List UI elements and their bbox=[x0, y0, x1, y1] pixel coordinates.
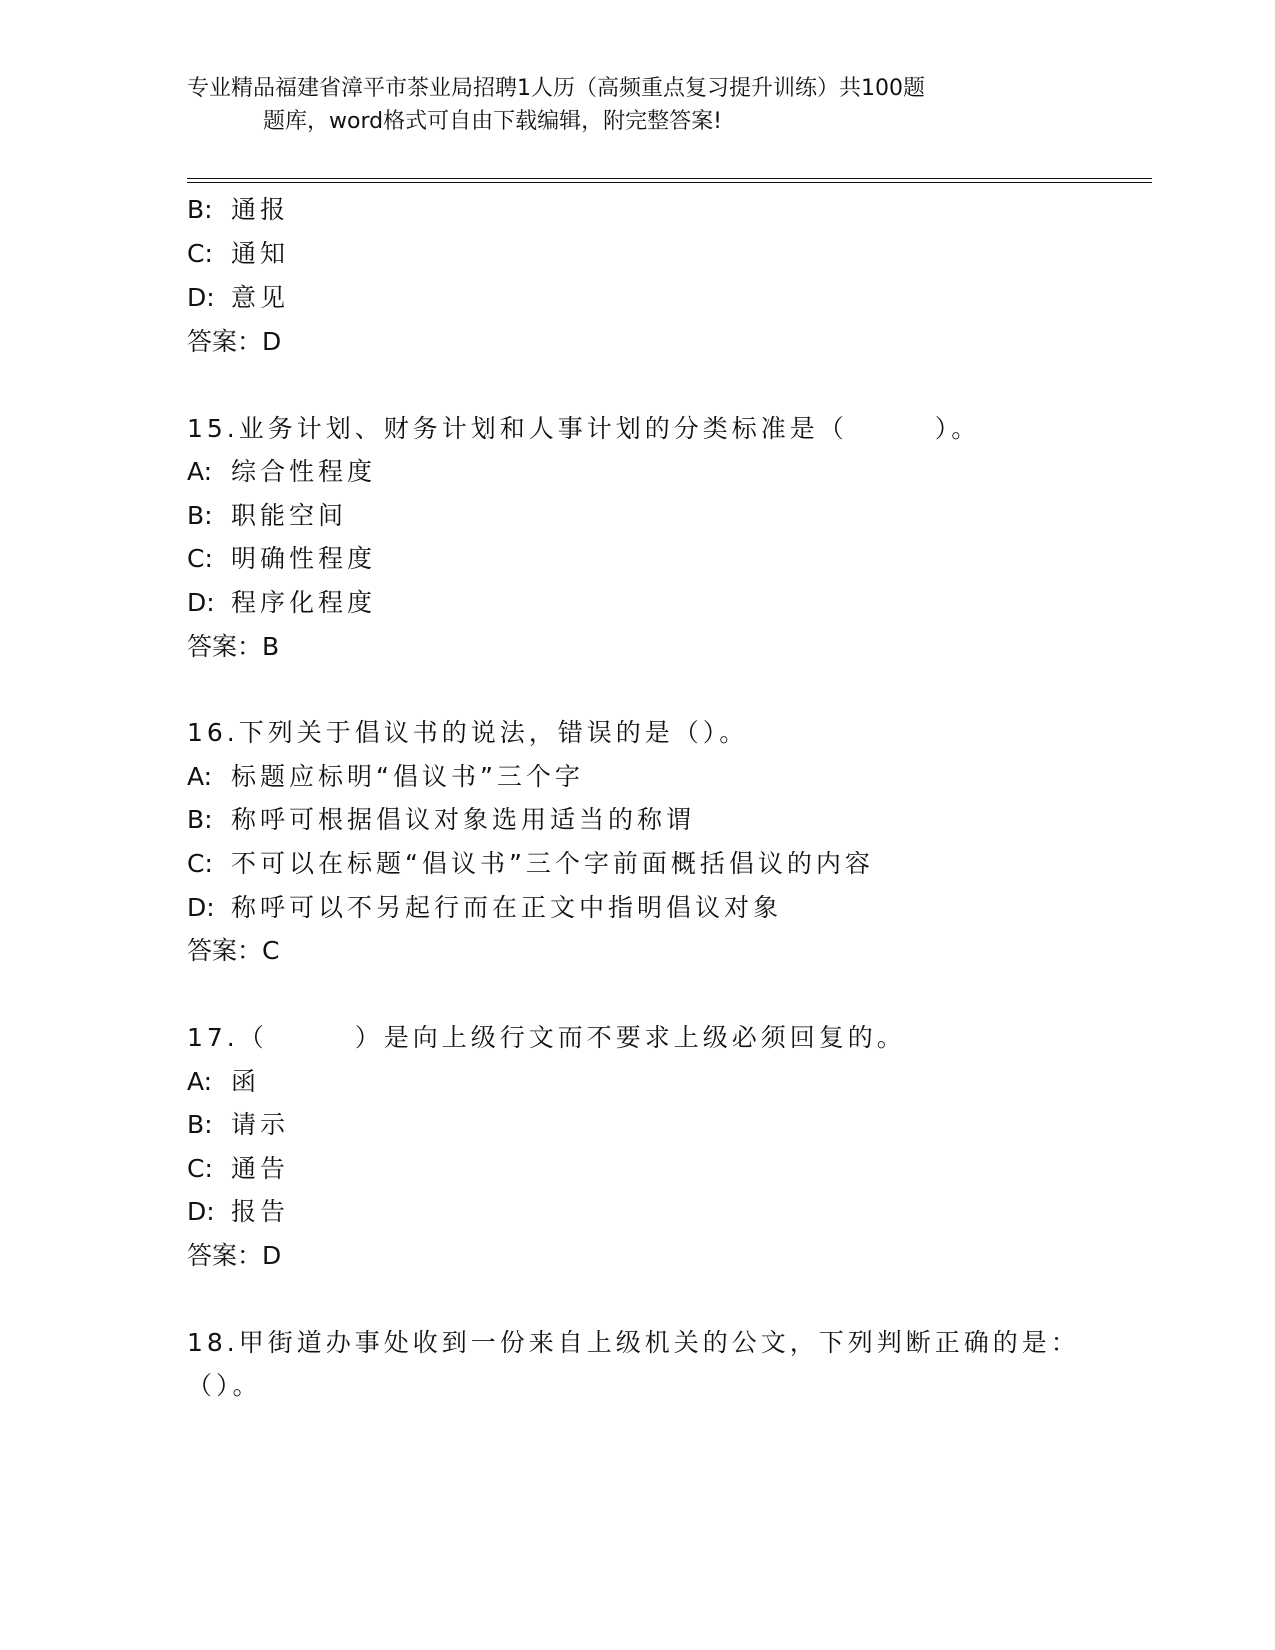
option-text: 综合性程度 bbox=[231, 457, 377, 486]
option-text: 称呼可根据倡议对象选用适当的称谓 bbox=[231, 805, 696, 834]
option-line bbox=[187, 891, 782, 925]
option-key: A: bbox=[187, 1067, 213, 1096]
option-text: 称呼可以不另起行而在正文中指明倡议对象 bbox=[231, 893, 783, 922]
option-line bbox=[187, 1065, 260, 1099]
header-title-line1: 专业精品福建省漳平市茶业局招聘1人历（高频重点复习提升训练）共100题 bbox=[187, 76, 925, 101]
option-line bbox=[187, 542, 376, 576]
option-line bbox=[187, 237, 289, 271]
answer-line: 答案：D bbox=[187, 327, 282, 356]
option-key: B: bbox=[187, 1110, 213, 1139]
document-header bbox=[187, 72, 1067, 138]
option-text: 职能空间 bbox=[231, 501, 348, 530]
question-stem: 16.下列关于倡议书的说法，错误的是（）。 bbox=[187, 718, 749, 747]
option-key: C: bbox=[187, 1154, 213, 1183]
option-line bbox=[187, 1152, 289, 1186]
option-line bbox=[187, 499, 347, 533]
option-key: B: bbox=[187, 805, 213, 834]
option-key: C: bbox=[187, 239, 213, 268]
option-key: D: bbox=[187, 1197, 215, 1226]
option-text: 通知 bbox=[231, 239, 290, 268]
option-key: B: bbox=[187, 501, 213, 530]
option-line bbox=[187, 1195, 289, 1229]
option-key: A: bbox=[187, 762, 213, 791]
question-stem: 18.甲街道办事处收到一份来自上级机关的公文，下列判断正确的是： bbox=[187, 1328, 1080, 1357]
option-text: 函 bbox=[231, 1067, 261, 1096]
option-key: D: bbox=[187, 283, 215, 312]
question-stem-continuation: （）。 bbox=[187, 1371, 262, 1400]
option-text: 标题应标明“倡议书”三个字 bbox=[231, 762, 584, 791]
option-text: 明确性程度 bbox=[231, 544, 377, 573]
option-text: 意见 bbox=[231, 283, 290, 312]
option-text: 请示 bbox=[231, 1110, 290, 1139]
option-text: 通报 bbox=[231, 195, 290, 224]
header-divider-bottom bbox=[187, 182, 1152, 183]
option-key: D: bbox=[187, 588, 215, 617]
option-text: 报告 bbox=[231, 1197, 290, 1226]
question-stem: 17.（ ）是向上级行文而不要求上级必须回复的。 bbox=[187, 1023, 906, 1052]
option-key: B: bbox=[187, 195, 213, 224]
option-key: C: bbox=[187, 849, 213, 878]
option-key: C: bbox=[187, 544, 213, 573]
option-line bbox=[187, 760, 584, 794]
answer-line: 答案：D bbox=[187, 1241, 282, 1270]
answer-line: 答案：B bbox=[187, 632, 280, 661]
question-stem: 15.业务计划、财务计划和人事计划的分类标准是（ ）。 bbox=[187, 414, 981, 443]
option-line bbox=[187, 281, 289, 315]
option-line bbox=[187, 455, 376, 489]
option-line bbox=[187, 1108, 289, 1142]
option-line bbox=[187, 193, 289, 227]
option-line bbox=[187, 803, 695, 837]
option-text: 不可以在标题“倡议书”三个字前面概括倡议的内容 bbox=[231, 849, 874, 878]
option-key: D: bbox=[187, 893, 215, 922]
option-text: 通告 bbox=[231, 1154, 290, 1183]
option-line bbox=[187, 847, 874, 881]
header-title-line2: 题库，word格式可自由下载编辑，附完整答案! bbox=[263, 109, 722, 134]
option-key: A: bbox=[187, 457, 213, 486]
header-divider-top bbox=[187, 178, 1152, 179]
option-text: 程序化程度 bbox=[231, 588, 377, 617]
option-line bbox=[187, 586, 376, 620]
answer-line: 答案：C bbox=[187, 936, 280, 965]
